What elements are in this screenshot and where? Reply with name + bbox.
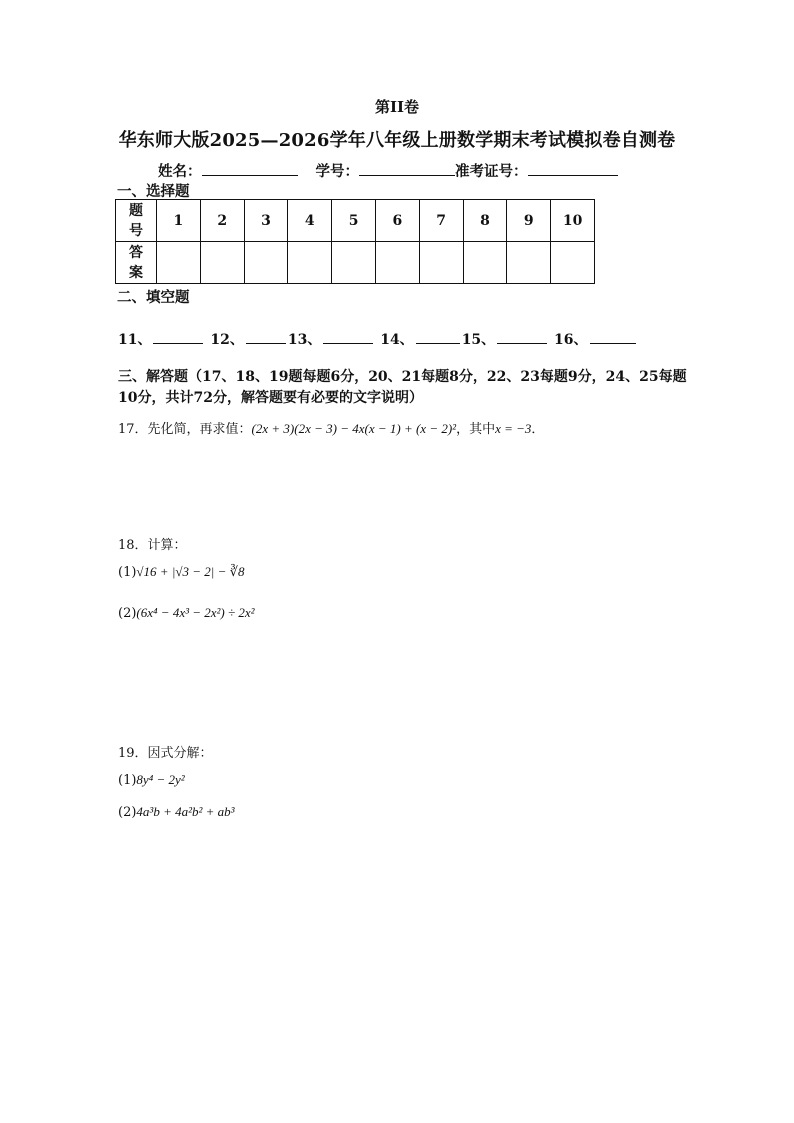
answer-cell[interactable] xyxy=(551,242,595,284)
fill-item-label: 11、 xyxy=(118,332,152,348)
question-number-cell: 8 xyxy=(463,200,507,242)
name-blank xyxy=(202,161,298,176)
problem-19-2 xyxy=(118,804,235,820)
answer-cell[interactable] xyxy=(288,242,332,284)
problem-19-1-expression: 8y⁴ − 2y² xyxy=(136,772,185,787)
answer-cell[interactable] xyxy=(157,242,201,284)
fill-item-label: 16、 xyxy=(554,332,588,348)
answer-cell[interactable] xyxy=(244,242,288,284)
fill-blank[interactable] xyxy=(246,331,286,344)
fill-blank[interactable] xyxy=(323,331,373,344)
question-number-cell: 2 xyxy=(200,200,244,242)
exam-title: 华东师大版2025—2026学年八年级上册数学期末考试模拟卷自测卷 xyxy=(118,130,676,151)
problem-18-1-label: (1) xyxy=(118,565,137,580)
question-number-header: 题 号 xyxy=(116,200,157,242)
problem-17-condition: x = −3 xyxy=(495,421,532,436)
question-number-cell: 1 xyxy=(157,200,201,242)
problem-17-expression: (2x + 3)(2x − 3) − 4x(x − 1) + (x − 2)² xyxy=(251,421,457,436)
problem-19-title: 19．因式分解： xyxy=(118,746,213,761)
exam-number-label: 准考证号： xyxy=(455,163,528,180)
answer-row-header: 答 案 xyxy=(116,242,157,284)
problem-17-end: ． xyxy=(531,422,545,437)
problem-18-2-expression: (6x⁴ − 4x³ − 2x²) ÷ 2x² xyxy=(136,605,255,620)
fill-blank[interactable] xyxy=(153,331,203,344)
answer-cell[interactable] xyxy=(463,242,507,284)
problem-18-1-expression: √16 + |√3 − 2| − ∛8 xyxy=(136,564,245,579)
problem-19-1-label: (1) xyxy=(118,773,137,788)
problem-19-1 xyxy=(118,772,185,788)
fill-blank[interactable] xyxy=(416,331,460,344)
name-label: 姓名： xyxy=(158,163,202,180)
exam-number-blank xyxy=(528,161,618,176)
student-id-label: 学号： xyxy=(315,163,359,180)
fill-blank[interactable] xyxy=(497,331,547,344)
question-number-cell: 4 xyxy=(288,200,332,242)
student-id-blank xyxy=(359,161,455,176)
fill-blank[interactable] xyxy=(590,331,636,344)
section-solve-heading: 三、解答题（17、18、19题每题6分，20、21每题8分，22、23每题9分，24、25每题10分，共计72分，解答题要有必要的文字说明） xyxy=(118,369,687,406)
fill-blank-row xyxy=(118,329,638,349)
problem-18-title: 18．计算： xyxy=(118,538,187,553)
fill-item-label: 12、 xyxy=(210,332,244,348)
question-number-cell: 7 xyxy=(419,200,463,242)
problem-17-prefix: 17．先化简，再求值： xyxy=(118,422,252,437)
answer-cell[interactable] xyxy=(375,242,419,284)
section-fill-heading: 二、填空题 xyxy=(117,289,190,306)
problem-18-2 xyxy=(118,605,255,621)
problem-18-2-label: (2) xyxy=(118,606,137,621)
section-choice-heading: 一、选择题 xyxy=(117,183,190,200)
fill-item-label: 13、 xyxy=(287,332,322,348)
answer-cell[interactable] xyxy=(507,242,551,284)
fill-item-label: 15、 xyxy=(461,332,496,348)
fill-item-label: 14、 xyxy=(380,332,414,348)
answer-cell[interactable] xyxy=(332,242,376,284)
problem-19-2-label: (2) xyxy=(118,805,137,820)
student-info-row xyxy=(158,160,618,181)
answer-row xyxy=(116,242,595,284)
problem-17 xyxy=(118,418,544,437)
volume-label: 第II卷 xyxy=(374,98,420,116)
problem-17-mid: ，其中 xyxy=(456,422,496,437)
answer-grid xyxy=(115,199,595,284)
answer-cell[interactable] xyxy=(419,242,463,284)
question-number-cell: 3 xyxy=(244,200,288,242)
problem-18-1 xyxy=(118,564,244,580)
question-number-cell: 10 xyxy=(551,200,595,242)
problem-19-2-expression: 4a³b + 4a²b² + ab³ xyxy=(136,804,235,819)
question-number-cell: 6 xyxy=(375,200,419,242)
question-number-row xyxy=(116,200,595,242)
question-number-cell: 9 xyxy=(507,200,551,242)
answer-cell[interactable] xyxy=(200,242,244,284)
question-number-cell: 5 xyxy=(332,200,376,242)
